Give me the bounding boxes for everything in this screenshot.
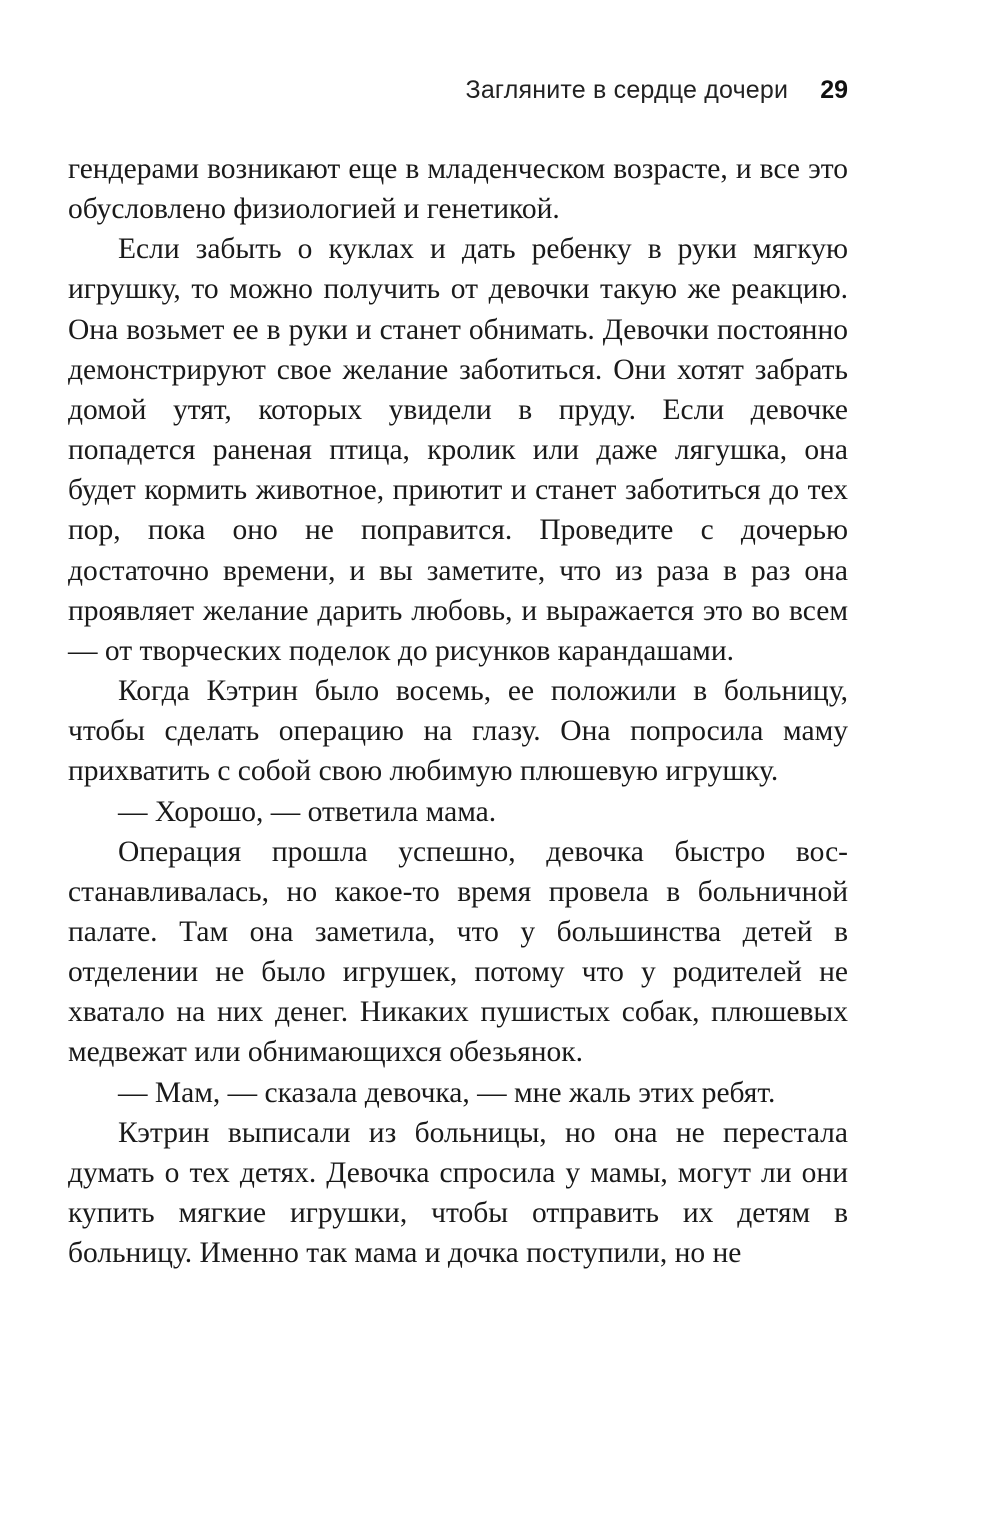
dialogue-line-1: — Хорошо, — ответила мама. [118,795,497,828]
dialogue-line-2: — Мам, — сказала девочка, — мне жаль этих ребят. [118,1076,776,1109]
paragraph-4: Операция прошла успешно, девочка быстро восстанавливалась, но какое-то время провела в больничной палате. Там она заметила, что у большинства детей в отделении не было игрушек, потому что у родителей не хватало на них денег. Никаких пушистых собак, плюшевых медвежат или обнимающихся обезьянок. [68,835,848,1069]
running-head [466,76,848,105]
book-page [68,0,848,1522]
paragraph-2: Если забыть о куклах и дать ребенку в руки мягкую игрушку, то можно получить от девочки такую же реакцию. Она возьмет ее в руки и станет обнимать. Девочки постоянно демонстрируют свое желание заботиться. Они хотят забрать домой утят, которых увидели в пруду. Если девочке попадется раненая птица, кролик или даже лягушка, она будет кормить животное, приютит и станет заботиться до тех пор, пока оно не поправится. Проведите с дочерью достаточно времени, и вы заметите, что из раза в раз она проявляет желание дарить любовь, и выражается это во всем — от творческих поделок до рисунков карандашами. [68,233,848,667]
paragraph-3: Когда Кэтрин было восемь, ее положили в больницу, чтобы сделать операцию на глазу. Она попросила маму прихватить с собой свою любимую плюшевую игрушку. [68,675,848,788]
paragraph-5: Кэтрин выписали из больницы, но она не перестала думать о тех детях. Девочка спросила у мамы, могут ли они купить мягкие игрушки, чтобы отправить их детям в больницу. Именно так мама и дочка поступили, но не [68,1116,848,1270]
paragraph-1: гендерами возникают еще в младенческом возрасте, и все это обусловлено физиологией и генетикой. [68,153,848,226]
text-body [68,149,848,1273]
running-title: Загляните в сердце дочери [465,76,789,104]
page-number: 29 [820,76,848,104]
